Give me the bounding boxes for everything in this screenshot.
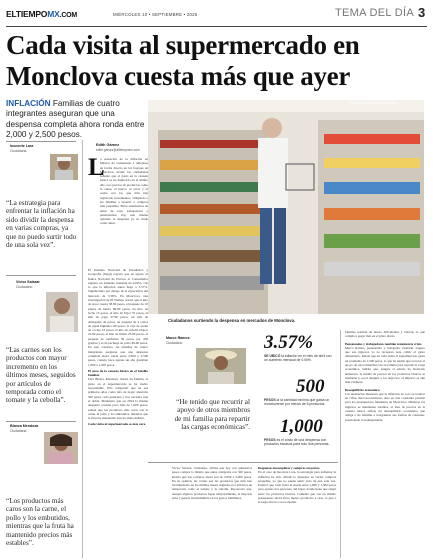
photo-caption: Ciudadanos surtiendo la despensa en mercados de Monclova.: [168, 318, 296, 323]
header-rule: [6, 26, 427, 27]
stat-label-text: es el costo de una despensa con productos escasos para solo dos personas.: [264, 438, 330, 447]
paragraph: a sensación de la inflación en México ha comenzado a reflejarse de forma directa en los hogares de Monclova, donde las ciudadanas señalan que el gasto en la canasta básica se ha duplicado en el último año. Los precios de productos como la carne, el huevo, el arroz y el aceite son los que más han registrado incrementos, obligando a las familias a recurrir a compras más pequeñas. Entre testimonios de amas de casa, trabajadores y pensionados, hay una misma opinión: la despensa ya no rinde como antes.: [100, 157, 148, 226]
brand-suffix: MX: [47, 9, 60, 19]
lower-rule: [148, 462, 338, 463]
stat-label-bold: SE UBICÓ: [264, 354, 281, 358]
stat-label: [264, 354, 334, 363]
person-role: Ciudadana: [10, 149, 27, 153]
person-role: Ciudadano: [16, 285, 33, 289]
portrait-icon: [50, 154, 78, 180]
stat-label-text: la inflación en el mes de abril con un aumento mensual de 0.06%.: [264, 354, 332, 363]
avatar-marco: [196, 348, 246, 384]
brand-domain: .COM: [59, 12, 78, 19]
stat-value: 500: [296, 376, 325, 397]
section-label[interactable]: TEMA DEL DÍA: [335, 7, 414, 19]
paragraph: El Instituto Nacional de Estadística y Geografía (Inegi) reportó que en agosto el Índice Nacional de Precios al Consumidor registró un aumento mensual de 0.06%, con lo que la inflación anual llegó a 3.57%. Significando por debajo de la expectativa del mercado de 3.58%. En Monclova, una investigación de El Tiempo reveló que el kilo de arroz cuesta 38.90 pesos, el paquete de 10 piezas de huevo 89.90 pesos, un litro de leche 13 pesos, el kilo de frijol 35 pesos, el kilo de papa 27.90 pesos, un kilo de detergente 42 pesos, un paquete de 4 rollos de papel higiénico 60 pesos, la caja de aceite de cocina 33 pesos, el kilo de cebolla blanca 25.99 pesos, el kilo de limón 25.99 pesos, el paquete de salchicha 39 pesos por 450 gramos y el de pechuga de pollo 89.90 pesos. En este contexto, las familias de cuatro integrantes aseguran que una despensa completa ahora ronda entre 2,000 y 2,500 pesos, cuando hace apenas un año gastaban 1,000 a 1,200 pesos.: [88, 268, 148, 367]
person-name: Marco Ramos: [166, 336, 190, 340]
deck: [6, 99, 146, 141]
subheading: Desequilibrio económico.: [345, 387, 381, 392]
body-col1: [100, 157, 148, 226]
column-divider: [340, 330, 341, 558]
author-email[interactable]: edith.gamez@eltiempomx.com: [96, 148, 140, 152]
paragraph: Marco Ramos, pensionado y trabajador eventual, expuso que sus ingresos ya no alcanzan para cubrir el gasto alimentario. Relató que en cada visita al supermercado gasta un promedio de 1,500 pesos, lo que ha tenido que recortar el apoyo de otros miembros de su familia para repartir la carga económica. Señaló que, aunque el salario ha mostrado aumentos, la subida de precios en los productos básicos se mantiene y, en el tianguis y los negocios, el impacto es aún más evidente.: [345, 345, 425, 385]
masthead-brand[interactable]: [6, 9, 77, 19]
paragraph: familias tendrán de nuevo dificultades y buscan, lo que complica pagar más en el plato diario.: [345, 330, 425, 339]
brand-prefix: ELTIEMPO: [6, 9, 48, 19]
stat-label-bold: PESOS: [264, 398, 276, 402]
portrait-icon: [196, 348, 246, 384]
body-col2: [88, 268, 148, 427]
page-number: 3: [418, 5, 426, 20]
avatar-blanca: [44, 432, 78, 464]
column-divider: [82, 140, 83, 558]
sidebar-rule-2: [6, 275, 76, 276]
subheading: Cada visita al supermercado es más cara.: [88, 422, 147, 427]
body-col4: [258, 466, 336, 505]
avatar-victor: [46, 292, 78, 332]
headline: Cada visita al supermercado en Monclova cuesta más que ayer: [6, 30, 360, 91]
person-role: Ciudadano: [166, 341, 183, 345]
avatar-inocente: [50, 154, 78, 180]
subheading: Pensionados y trabajadores también resienten la crisis.: [345, 341, 423, 346]
paragraph: Las tendencias muestran que la inflación no solo se traduce en cifras macroeconómicas, sino en una constante presión para los presupuestos familiares de Monclova. Mientras los ingresos se mantienen estables, el alza de precios en la canasta básica refleja un desequilibrio económico que obliga a las familias a reorganizar sus formas de consumo, priorizando lo indispensable.: [345, 391, 425, 422]
sidebar-rule-1: [6, 141, 76, 142]
person-name: Blanca Mendoza: [10, 424, 39, 428]
subheading: Despensas incompletas y compras en partes.: [258, 466, 321, 470]
stat-value: 3.57%: [264, 332, 314, 353]
paragraph: Para Blanca Mendoza, madre de familia, el gasto en el supermercado se ha vuelto insostenible. Ella compartió que en sus primeros años como jefa de hogar ahorraba 500 pesos cada quincena y hoy necesita casi el doble. Manifestó que en 2024 la misma despensa costaba poco más de 1,000 pesos; señala que los productos más caros son la carne, el pollo y los embutidos, mientras que la fruta ha mantenido precios más estables.: [88, 377, 148, 421]
deck-text: Familias de cuatro integrantes aseguran que una despensa completa ahora ronda entre 2,000 y 2,500 pesos.: [6, 99, 145, 140]
paragraph: En el caso de Inocente Lara, la estrategia para enfrentar la inflación ha sido dividir la despensa en varias compras pequeñas, ya que no puede surtir todo de una sola vez. Explicó que cada visita le cuesta entre 1,000 y 1,500 pesos para apenas dos personas, del lugar, donde tiene que elegir entre los productos básicos. Lamentó que con un mismo presupuesto ahora lleva menos productos a casa, lo que a la larga afecta a su economía.: [258, 470, 336, 505]
portrait-icon: [46, 292, 78, 332]
author-name: Edith Gámez: [96, 143, 119, 147]
body-col3: [172, 466, 252, 500]
person-quote: “He tenido que recurrir al apoyo de otros miembros de mi familia para repartir las cargas económicas”.: [174, 398, 250, 432]
subheading: El peso de la canasta básica en el bolsillo familiar.: [88, 368, 148, 378]
photo-credit: EL TIEMPO / ALEJANDRO RODRÍGUEZ: [350, 102, 398, 105]
stat-label: [264, 398, 334, 407]
stat-label-bold: PESOS: [264, 438, 276, 442]
person-name: Inocente Lara: [10, 144, 34, 148]
person-name: Víctor Salazar: [16, 280, 40, 284]
kicker: INFLACIÓN: [6, 99, 51, 108]
paragraph: Víctor Salazar, ciudadano, afirma que hoy con quinientos pesos compra lo mismo que antes compraba con 300 pesos. Relató que sus compras ahora son de 2,000 a 3,000 pesos. En su opinión, las carnes son las productos que más han incrementado en los últimos meses seguidos por artículos de temporada como el tomate y la cebolla. Reconoció que, aunque algunos productos bajan temporalmente, la mayoría sube y genera incertidumbre en los gastos familiares.: [172, 466, 252, 501]
person-role: Ciudadana: [10, 429, 27, 433]
person-quote: “Las carnes son los productos con mayor incremento en los últimos meses, seguidos por artículos de temporada como el tomate y la cebolla”.: [6, 346, 76, 405]
stat-label: [264, 438, 334, 447]
issue-date: MIÉRCOLES 10 • SEPTIEMBRE • 2025: [113, 12, 198, 17]
stat-value: 1,000: [280, 416, 323, 437]
dropcap: L: [88, 154, 105, 181]
person-quote: “Los productos más caros son la carne, el pollo y los embutidos, mientras que la fruta ha mantenido precios más estables”.: [6, 497, 74, 548]
main-photo: [148, 100, 424, 314]
sidebar-rule-3: [6, 421, 76, 422]
portrait-icon: [44, 432, 78, 464]
person-quote: “La estrategia para enfrentar la inflación ha sido dividir la despensa en varias compras, ya que no puedo surtir todo de una sola vez”.: [6, 199, 77, 250]
stat-label-text: la la cantidad mínima que gasta un monclovense por menos de 5 productos.: [264, 398, 330, 407]
supermarket-photo: [148, 100, 424, 314]
body-col5: [345, 330, 425, 422]
